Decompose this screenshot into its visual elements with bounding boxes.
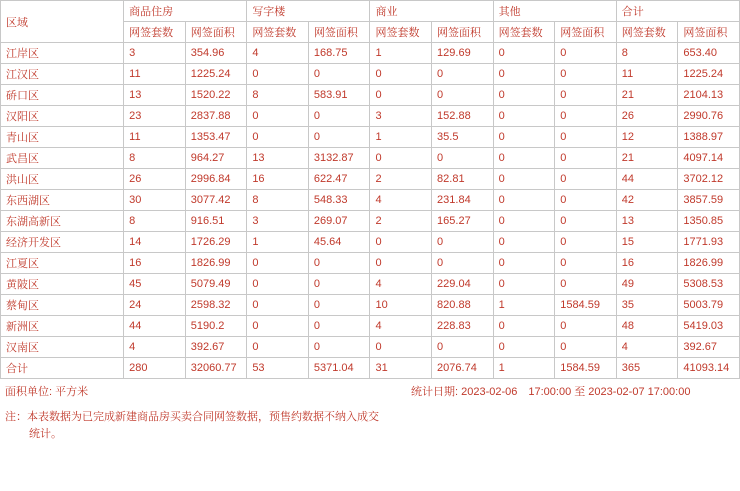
note-line-2: 统计。 — [29, 428, 62, 440]
cell-value: 3 — [124, 43, 186, 64]
cell-value: 1 — [370, 127, 432, 148]
cell-value: 13 — [616, 211, 678, 232]
cell-total-value: 41093.14 — [678, 358, 740, 379]
cell-value: 231.84 — [432, 190, 494, 211]
area-unit-label: 面积单位: 平方米 — [5, 386, 89, 398]
cell-value: 0 — [555, 211, 617, 232]
cell-value: 2104.13 — [678, 85, 740, 106]
table-row — [1, 211, 740, 232]
cell-value: 16 — [124, 253, 186, 274]
cell-value: 0 — [370, 232, 432, 253]
cell-value: 0 — [432, 232, 494, 253]
cell-value: 3702.12 — [678, 169, 740, 190]
cell-value: 354.96 — [185, 43, 247, 64]
cell-value: 21 — [616, 85, 678, 106]
cell-value: 0 — [247, 64, 309, 85]
table-row — [1, 295, 740, 316]
cell-value: 0 — [493, 148, 555, 169]
cell-value: 8 — [247, 85, 309, 106]
cell-value: 42 — [616, 190, 678, 211]
cell-value: 8 — [124, 211, 186, 232]
cell-total-value: 5371.04 — [308, 358, 370, 379]
cell-value: 0 — [432, 85, 494, 106]
cell-value: 0 — [493, 85, 555, 106]
cell-value: 35.5 — [432, 127, 494, 148]
cell-value: 653.40 — [678, 43, 740, 64]
cell-value: 2598.32 — [185, 295, 247, 316]
cell-value: 3857.59 — [678, 190, 740, 211]
table-row — [1, 148, 740, 169]
cell-value: 0 — [308, 316, 370, 337]
table-row — [1, 85, 740, 106]
cell-value: 0 — [247, 106, 309, 127]
cell-value: 168.75 — [308, 43, 370, 64]
cell-value: 4 — [370, 190, 432, 211]
cell-value: 0 — [308, 337, 370, 358]
table-row — [1, 190, 740, 211]
cell-value: 12 — [616, 127, 678, 148]
cell-value: 1388.97 — [678, 127, 740, 148]
cell-value: 0 — [555, 274, 617, 295]
header-residential-area: 网签面积 — [185, 22, 247, 43]
cell-value: 269.07 — [308, 211, 370, 232]
cell-value: 13 — [124, 85, 186, 106]
cell-value: 30 — [124, 190, 186, 211]
cell-value: 0 — [555, 148, 617, 169]
cell-value: 1225.24 — [185, 64, 247, 85]
cell-value: 0 — [555, 232, 617, 253]
cell-value: 2837.88 — [185, 106, 247, 127]
cell-region: 硚口区 — [1, 85, 124, 106]
header-other-area: 网签面积 — [555, 22, 617, 43]
cell-value: 1726.29 — [185, 232, 247, 253]
cell-value: 0 — [493, 190, 555, 211]
cell-value: 1353.47 — [185, 127, 247, 148]
cell-value: 2 — [370, 169, 432, 190]
cell-value: 3 — [370, 106, 432, 127]
header-other-units: 网签套数 — [493, 22, 555, 43]
cell-value: 152.88 — [432, 106, 494, 127]
cell-value: 0 — [247, 295, 309, 316]
cell-value: 0 — [493, 127, 555, 148]
cell-value: 2990.76 — [678, 106, 740, 127]
cell-value: 1225.24 — [678, 64, 740, 85]
cell-value: 0 — [308, 127, 370, 148]
cell-value: 1826.99 — [678, 253, 740, 274]
header-total-area: 网签面积 — [678, 22, 740, 43]
cell-value: 16 — [247, 169, 309, 190]
cell-value: 4 — [124, 337, 186, 358]
cell-region: 江夏区 — [1, 253, 124, 274]
cell-value: 15 — [616, 232, 678, 253]
cell-value: 0 — [370, 64, 432, 85]
cell-value: 8 — [247, 190, 309, 211]
cell-region: 经济开发区 — [1, 232, 124, 253]
cell-region: 江岸区 — [1, 43, 124, 64]
cell-region: 汉南区 — [1, 337, 124, 358]
note-block — [0, 403, 740, 443]
cell-region: 江汉区 — [1, 64, 124, 85]
header-residential-units: 网签套数 — [124, 22, 186, 43]
cell-value: 0 — [370, 85, 432, 106]
cell-value: 0 — [493, 337, 555, 358]
cell-value: 0 — [493, 169, 555, 190]
cell-value: 0 — [308, 295, 370, 316]
cell-value: 0 — [432, 337, 494, 358]
cell-value: 1771.93 — [678, 232, 740, 253]
cell-value: 44 — [616, 169, 678, 190]
cell-value: 0 — [555, 43, 617, 64]
cell-total-value: 2076.74 — [432, 358, 494, 379]
cell-value: 583.91 — [308, 85, 370, 106]
cell-value: 35 — [616, 295, 678, 316]
header-commercial-units: 网签套数 — [370, 22, 432, 43]
cell-value: 1350.85 — [678, 211, 740, 232]
table-row — [1, 106, 740, 127]
cell-total-value: 1 — [493, 358, 555, 379]
cell-value: 0 — [308, 253, 370, 274]
cell-region: 武昌区 — [1, 148, 124, 169]
table-row — [1, 274, 740, 295]
cell-value: 0 — [493, 253, 555, 274]
cell-value: 4 — [370, 274, 432, 295]
cell-value: 916.51 — [185, 211, 247, 232]
cell-value: 4097.14 — [678, 148, 740, 169]
cell-value: 0 — [308, 274, 370, 295]
cell-value: 622.47 — [308, 169, 370, 190]
cell-value: 0 — [432, 253, 494, 274]
cell-value: 1520.22 — [185, 85, 247, 106]
cell-region: 青山区 — [1, 127, 124, 148]
cell-value: 228.83 — [432, 316, 494, 337]
cell-value: 0 — [432, 64, 494, 85]
cell-value: 16 — [616, 253, 678, 274]
cell-value: 0 — [493, 232, 555, 253]
cell-value: 0 — [247, 316, 309, 337]
cell-value: 964.27 — [185, 148, 247, 169]
cell-value: 0 — [555, 316, 617, 337]
cell-value: 548.33 — [308, 190, 370, 211]
cell-value: 5308.53 — [678, 274, 740, 295]
cell-value: 11 — [124, 64, 186, 85]
cell-value: 1 — [493, 295, 555, 316]
table-row — [1, 169, 740, 190]
cell-value: 45.64 — [308, 232, 370, 253]
table-row — [1, 337, 740, 358]
cell-value: 0 — [555, 64, 617, 85]
cell-value: 26 — [124, 169, 186, 190]
cell-value: 0 — [555, 253, 617, 274]
cell-value: 23 — [124, 106, 186, 127]
header-group-residential: 商品住房 — [124, 1, 247, 22]
table-row — [1, 316, 740, 337]
cell-value: 5003.79 — [678, 295, 740, 316]
note-line-1: 注：本表数据为已完成新建商品房买卖合同网签数据，预售约数据不纳入成交 — [5, 411, 379, 423]
table-row — [1, 64, 740, 85]
footer-meta — [0, 379, 740, 403]
table-total-row — [1, 358, 740, 379]
cell-value: 4 — [616, 337, 678, 358]
cell-value: 2 — [370, 211, 432, 232]
cell-total-value: 31 — [370, 358, 432, 379]
header-office-units: 网签套数 — [247, 22, 309, 43]
cell-value: 820.88 — [432, 295, 494, 316]
cell-value: 11 — [616, 64, 678, 85]
cell-value: 0 — [493, 316, 555, 337]
cell-value: 0 — [555, 190, 617, 211]
cell-value: 8 — [616, 43, 678, 64]
cell-value: 13 — [247, 148, 309, 169]
header-group-commercial: 商业 — [370, 1, 493, 22]
cell-value: 1 — [370, 43, 432, 64]
cell-value: 49 — [616, 274, 678, 295]
cell-total-label: 合计 — [1, 358, 124, 379]
cell-value: 1 — [247, 232, 309, 253]
cell-value: 165.27 — [432, 211, 494, 232]
cell-value: 1826.99 — [185, 253, 247, 274]
cell-value: 8 — [124, 148, 186, 169]
cell-value: 0 — [247, 127, 309, 148]
cell-value: 4 — [370, 316, 432, 337]
stat-date-label: 统计日期: 2023-02-06 17:00:00 至 2023-02-07 17:00:00 — [411, 386, 691, 398]
cell-region: 洪山区 — [1, 169, 124, 190]
header-group-office: 写字楼 — [247, 1, 370, 22]
header-group-total: 合计 — [616, 1, 739, 22]
table-row — [1, 127, 740, 148]
cell-region: 东西湖区 — [1, 190, 124, 211]
cell-value: 11 — [124, 127, 186, 148]
table-row — [1, 43, 740, 64]
cell-value: 5190.2 — [185, 316, 247, 337]
cell-total-value: 53 — [247, 358, 309, 379]
cell-value: 0 — [493, 64, 555, 85]
cell-value: 392.67 — [185, 337, 247, 358]
cell-value: 3 — [247, 211, 309, 232]
cell-value: 0 — [555, 337, 617, 358]
cell-value: 24 — [124, 295, 186, 316]
cell-value: 0 — [370, 337, 432, 358]
table-row — [1, 253, 740, 274]
cell-value: 26 — [616, 106, 678, 127]
cell-value: 5419.03 — [678, 316, 740, 337]
cell-value: 2996.84 — [185, 169, 247, 190]
cell-total-value: 280 — [124, 358, 186, 379]
cell-value: 0 — [370, 148, 432, 169]
footer-meta-row — [0, 379, 740, 403]
cell-total-value: 1584.59 — [555, 358, 617, 379]
cell-region: 新洲区 — [1, 316, 124, 337]
cell-value: 0 — [247, 337, 309, 358]
cell-value: 4 — [247, 43, 309, 64]
header-region: 区域 — [1, 1, 124, 43]
cell-value: 0 — [493, 274, 555, 295]
header-total-units: 网签套数 — [616, 22, 678, 43]
cell-value: 5079.49 — [185, 274, 247, 295]
cell-value: 0 — [308, 106, 370, 127]
cell-region: 蔡甸区 — [1, 295, 124, 316]
cell-region: 东湖高新区 — [1, 211, 124, 232]
cell-region: 黄陂区 — [1, 274, 124, 295]
cell-value: 392.67 — [678, 337, 740, 358]
cell-value: 0 — [555, 85, 617, 106]
cell-value: 0 — [493, 106, 555, 127]
cell-value: 10 — [370, 295, 432, 316]
cell-value: 0 — [308, 64, 370, 85]
cell-value: 0 — [432, 148, 494, 169]
cell-value: 229.04 — [432, 274, 494, 295]
cell-value: 0 — [247, 253, 309, 274]
table-row — [1, 232, 740, 253]
cell-value: 1584.59 — [555, 295, 617, 316]
cell-total-value: 365 — [616, 358, 678, 379]
cell-value: 0 — [247, 274, 309, 295]
cell-value: 129.69 — [432, 43, 494, 64]
header-group-other: 其他 — [493, 1, 616, 22]
cell-value: 14 — [124, 232, 186, 253]
cell-value: 0 — [493, 43, 555, 64]
cell-value: 45 — [124, 274, 186, 295]
table-group-header-row — [1, 1, 740, 22]
cell-value: 0 — [493, 211, 555, 232]
cell-total-value: 32060.77 — [185, 358, 247, 379]
cell-value: 0 — [555, 127, 617, 148]
cell-region: 汉阳区 — [1, 106, 124, 127]
header-office-area: 网签面积 — [308, 22, 370, 43]
cell-value: 0 — [555, 106, 617, 127]
cell-value: 21 — [616, 148, 678, 169]
cell-value: 48 — [616, 316, 678, 337]
cell-value: 82.81 — [432, 169, 494, 190]
header-commercial-area: 网签面积 — [432, 22, 494, 43]
cell-value: 44 — [124, 316, 186, 337]
cell-value: 0 — [370, 253, 432, 274]
cell-value: 3132.87 — [308, 148, 370, 169]
cell-value: 3077.42 — [185, 190, 247, 211]
cell-value: 0 — [555, 169, 617, 190]
